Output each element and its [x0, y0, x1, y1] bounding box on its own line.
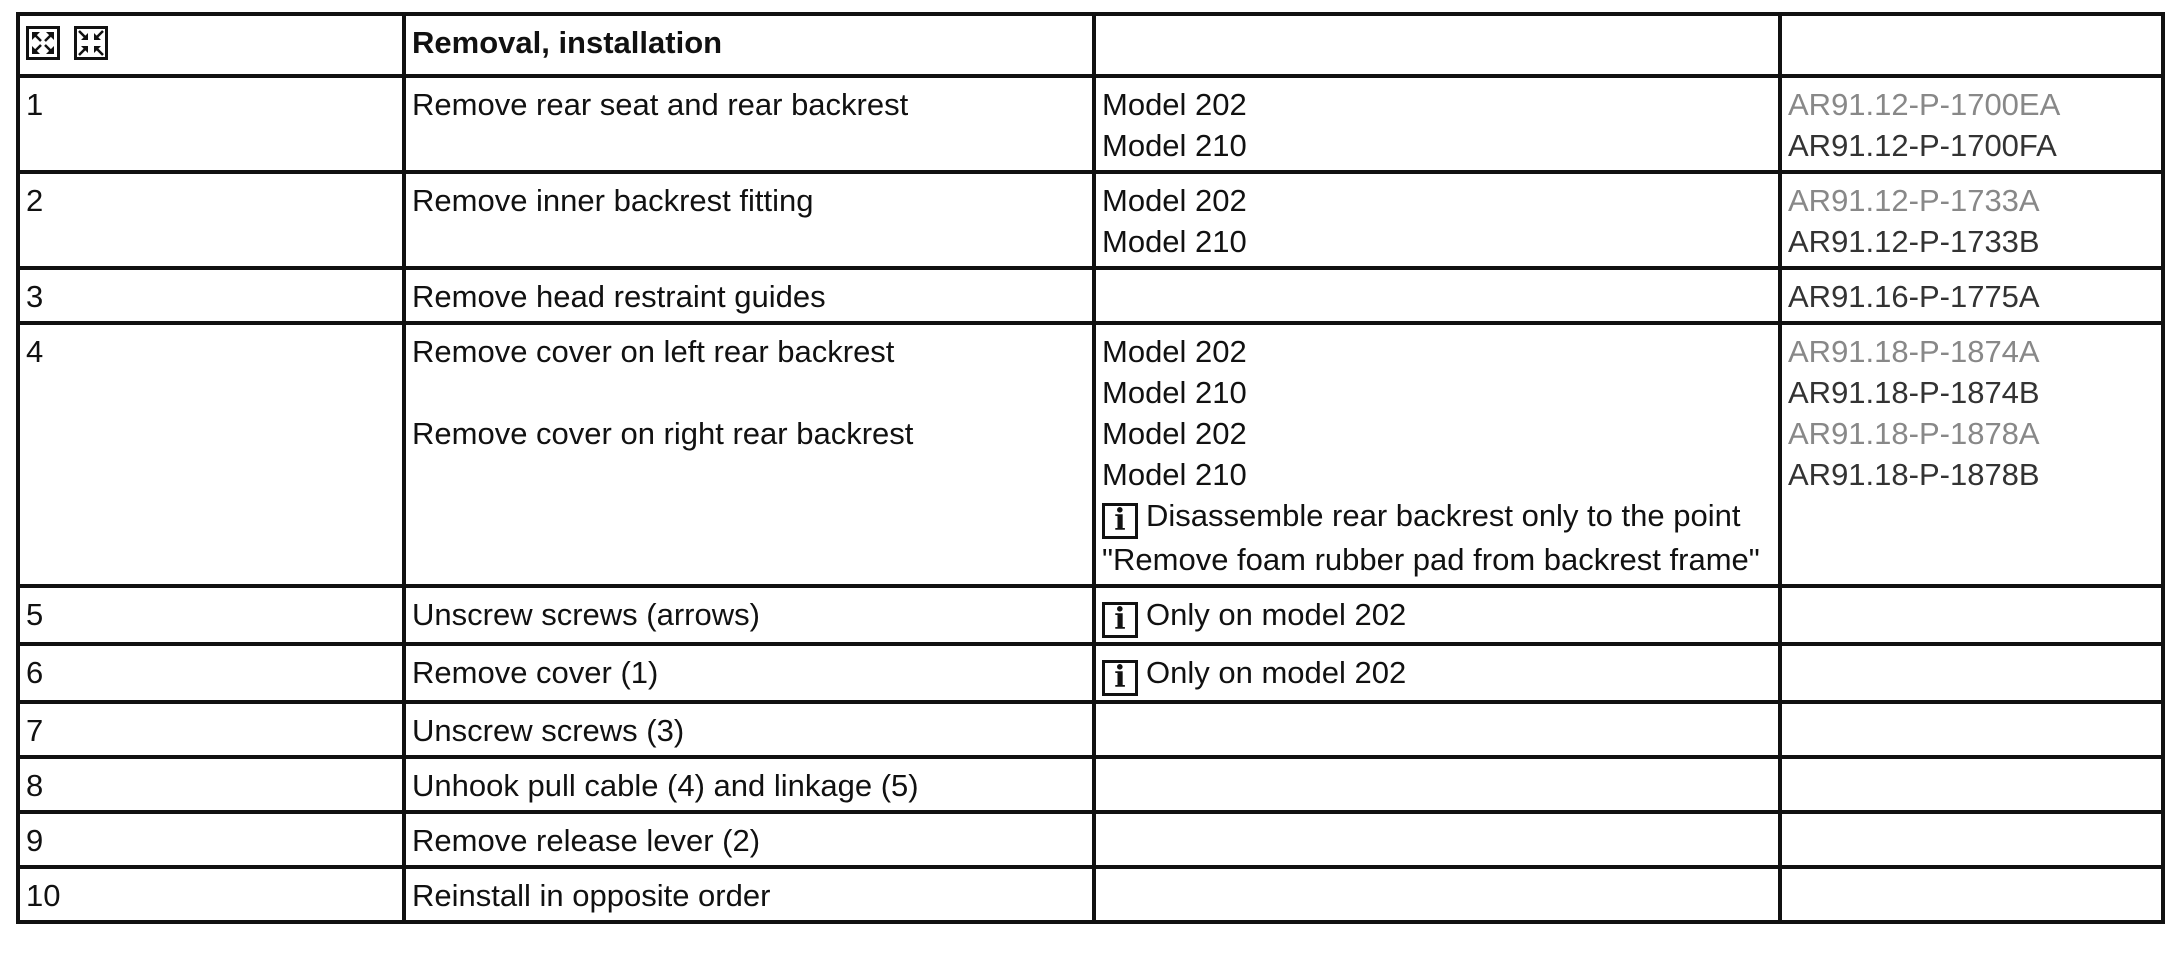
- collapse-all-icon[interactable]: [74, 26, 108, 60]
- action-text: Unhook pull cable (4) and linkage (5): [412, 768, 919, 803]
- action-text: Remove cover on left rear backrest: [412, 334, 895, 369]
- table-header-row: [18, 14, 2163, 76]
- step-refs: [1780, 76, 2163, 172]
- info-note: [1102, 495, 1772, 580]
- action-text: Remove cover (1): [412, 655, 659, 690]
- step-models: [1094, 172, 1780, 268]
- header-cell-refs: [1780, 14, 2163, 76]
- step-number: 5: [18, 586, 404, 644]
- info-note-text: Disassemble rear backrest only to the point "Remove foam rubber pad from backrest frame": [1102, 498, 1760, 577]
- model-label: Model 202: [1102, 416, 1247, 451]
- model-label: Model 210: [1102, 224, 1247, 259]
- step-models: [1094, 644, 1780, 702]
- step-refs: [1780, 644, 2163, 702]
- step-action: [404, 268, 1094, 323]
- table-row: [18, 172, 2163, 268]
- reference-link[interactable]: AR91.12-P-1733A: [1788, 183, 2040, 218]
- info-icon: i: [1102, 602, 1138, 638]
- procedure-table: [16, 12, 2165, 924]
- reference-link[interactable]: AR91.12-P-1700EA: [1788, 87, 2061, 122]
- action-text: Unscrew screws (3): [412, 713, 685, 748]
- info-note-text: Only on model 202: [1146, 655, 1407, 690]
- step-number: 10: [18, 867, 404, 922]
- step-action: [404, 323, 1094, 586]
- step-models: [1094, 76, 1780, 172]
- model-label: Model 202: [1102, 334, 1247, 369]
- action-text: Remove head restraint guides: [412, 279, 826, 314]
- table-row: [18, 586, 2163, 644]
- action-text: Reinstall in opposite order: [412, 878, 771, 913]
- table-row: [18, 323, 2163, 586]
- step-number: 4: [18, 323, 404, 586]
- header-cell-models: [1094, 14, 1780, 76]
- step-action: [404, 76, 1094, 172]
- action-text: Remove rear seat and rear backrest: [412, 87, 909, 122]
- step-models: [1094, 702, 1780, 757]
- reference-link[interactable]: AR91.16-P-1775A: [1788, 279, 2040, 314]
- reference-link[interactable]: AR91.18-P-1878B: [1788, 457, 2040, 492]
- step-refs: [1780, 323, 2163, 586]
- step-number: 3: [18, 268, 404, 323]
- table-row: [18, 644, 2163, 702]
- step-refs: [1780, 172, 2163, 268]
- table-row: [18, 76, 2163, 172]
- step-number: 1: [18, 76, 404, 172]
- step-models: [1094, 268, 1780, 323]
- step-number: 2: [18, 172, 404, 268]
- action-text: Unscrew screws (arrows): [412, 597, 760, 632]
- step-refs: [1780, 586, 2163, 644]
- reference-link[interactable]: AR91.18-P-1874B: [1788, 375, 2040, 410]
- model-label: Model 210: [1102, 128, 1247, 163]
- info-note: [1102, 652, 1772, 696]
- model-label: Model 210: [1102, 457, 1247, 492]
- reference-link[interactable]: AR91.18-P-1874A: [1788, 334, 2040, 369]
- step-models: [1094, 586, 1780, 644]
- action-text: Remove inner backrest fitting: [412, 183, 814, 218]
- step-number: 8: [18, 757, 404, 812]
- step-action: [404, 702, 1094, 757]
- reference-link[interactable]: AR91.12-P-1733B: [1788, 224, 2040, 259]
- table-row: [18, 702, 2163, 757]
- reference-link[interactable]: AR91.18-P-1878A: [1788, 416, 2040, 451]
- step-refs: [1780, 812, 2163, 867]
- expand-all-icon[interactable]: [26, 26, 60, 60]
- table-row: [18, 268, 2163, 323]
- step-models: [1094, 323, 1780, 586]
- step-action: [404, 644, 1094, 702]
- model-label: Model 202: [1102, 183, 1247, 218]
- step-action: [404, 812, 1094, 867]
- action-text: Remove cover on right rear backrest: [412, 416, 914, 451]
- table-row: [18, 867, 2163, 922]
- info-note-text: Only on model 202: [1146, 597, 1407, 632]
- action-text: Remove release lever (2): [412, 823, 761, 858]
- step-models: [1094, 812, 1780, 867]
- step-refs: [1780, 757, 2163, 812]
- step-models: [1094, 757, 1780, 812]
- step-action: [404, 757, 1094, 812]
- header-title: Removal, installation: [404, 14, 1094, 76]
- step-action: [404, 867, 1094, 922]
- info-icon: i: [1102, 660, 1138, 696]
- reference-link[interactable]: AR91.12-P-1700FA: [1788, 128, 2057, 163]
- header-icons-cell: [18, 14, 404, 76]
- info-icon: i: [1102, 503, 1138, 539]
- step-action: [404, 586, 1094, 644]
- step-refs: [1780, 268, 2163, 323]
- procedure-document: [16, 12, 2165, 924]
- table-row: [18, 757, 2163, 812]
- step-action: [404, 172, 1094, 268]
- step-number: 7: [18, 702, 404, 757]
- info-note: [1102, 594, 1772, 638]
- step-refs: [1780, 702, 2163, 757]
- model-label: Model 202: [1102, 87, 1247, 122]
- step-refs: [1780, 867, 2163, 922]
- step-models: [1094, 867, 1780, 922]
- model-label: Model 210: [1102, 375, 1247, 410]
- table-row: [18, 812, 2163, 867]
- step-number: 6: [18, 644, 404, 702]
- step-number: 9: [18, 812, 404, 867]
